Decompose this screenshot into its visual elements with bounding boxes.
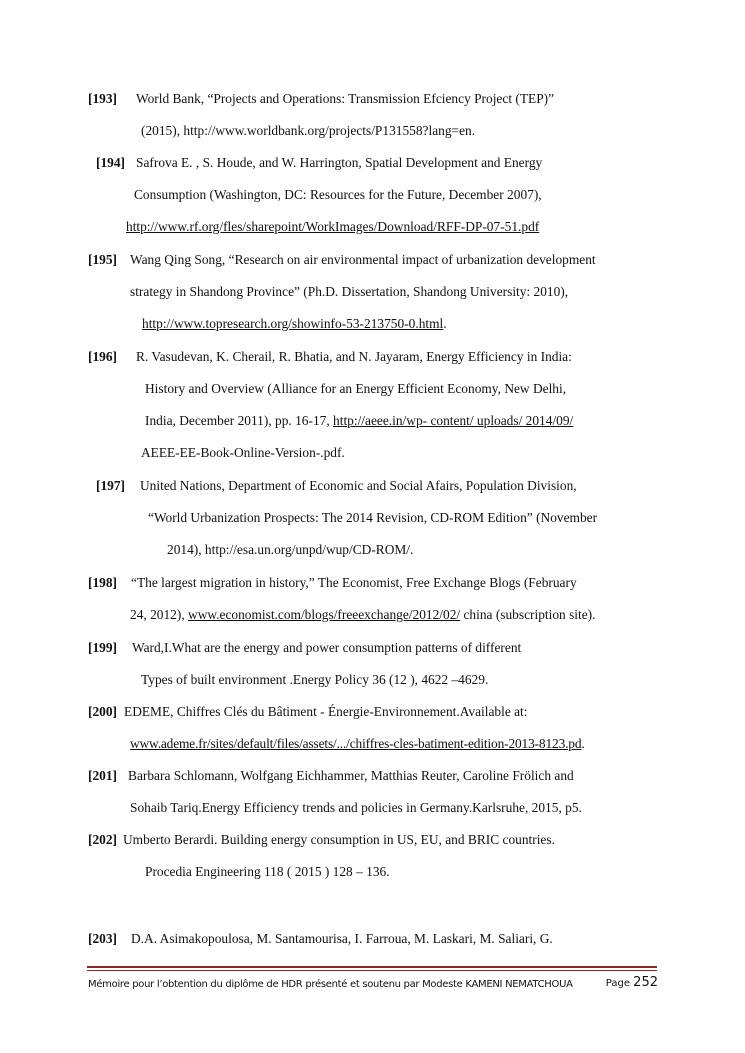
- ref-203-line-1: [88, 930, 553, 948]
- page-number: 252: [633, 975, 658, 990]
- ref-200-line-1: [88, 703, 528, 721]
- ref-number: [200]: [88, 704, 118, 719]
- ref-text: EDEME, Chiffres Clés du Bâtiment - Énergie-Environnement.Available at:: [124, 704, 528, 719]
- ref-text: Safrova E. , S. Houde, and W. Harrington, Spatial Development and Energy: [136, 155, 543, 170]
- ref-text: Barbara Schlomann, Wolfgang Eichhammer, Matthias Reuter, Caroline Frölich and: [128, 768, 574, 783]
- ref-number: [199]: [88, 640, 118, 655]
- ref-200-line-2: [130, 735, 585, 753]
- ref-number: [202]: [88, 832, 118, 847]
- ref-198-line-1: [88, 574, 577, 592]
- ref-text: AEEE-EE-Book-Online-Version-.pdf.: [141, 445, 345, 460]
- footer-divider: [87, 966, 657, 968]
- ref-text: 2014), http://esa.un.org/unpd/wup/CD-ROM/.: [167, 542, 414, 557]
- ref-text: World Bank, “Projects and Operations: Transmission Efciency Project (TEP)”: [136, 91, 555, 106]
- ref-193-line-1: [88, 90, 554, 108]
- ref-text: Types of built environment .Energy Policy 36 (12 ), 4622 –4629.: [141, 672, 489, 687]
- ref-text: 24, 2012),: [130, 607, 189, 622]
- ref-196-line-4: [141, 444, 345, 462]
- ref-text: United Nations, Department of Economic and Social Afairs, Population Division,: [140, 478, 577, 493]
- ref-194-line-2: [134, 186, 542, 204]
- footer-text: Mémoire pour l’obtention du diplôme de HDR présenté et soutenu par Modeste KAMENI NEMATCHOUA: [88, 979, 573, 990]
- ref-text: India, December 2011), pp. 16-17,: [145, 413, 334, 428]
- ref-195-line-3: [142, 315, 447, 333]
- ref-text: History and Overview (Alliance for an Energy Efficient Economy, New Delhi,: [145, 381, 567, 396]
- ref-196-line-3: [145, 412, 573, 430]
- ref-202-line-2: [145, 863, 390, 881]
- ref-text: strategy in Shandong Province” (Ph.D. Dissertation, Shandong University: 2010),: [130, 284, 569, 299]
- ref-text: Sohaib Tariq.Energy Efficiency trends and policies in Germany.Karlsruhe, 2015, p5.: [130, 800, 582, 815]
- ref-text: Umberto Berardi. Building energy consumption in US, EU, and BRIC countries.: [123, 832, 555, 847]
- ref-number: [196]: [88, 349, 118, 364]
- ref-text: Procedia Engineering 118 ( 2015 ) 128 – 136.: [145, 864, 390, 879]
- ref-195-line-1: [88, 251, 596, 269]
- ref-text: D.A. Asimakopoulosa, M. Santamourisa, I. Farroua, M. Laskari, M. Saliari, G.: [131, 931, 553, 946]
- ref-193-line-2: [141, 122, 475, 140]
- ref-text: Ward,I.What are the energy and power consumption patterns of different: [132, 640, 522, 655]
- ref-197-line-3: [167, 541, 413, 559]
- ref-197-line-2: [148, 509, 597, 527]
- page-indicator: [606, 976, 658, 991]
- ref-199-line-1: [88, 639, 521, 657]
- ref-text: .: [581, 736, 585, 751]
- ref-text: .: [443, 316, 447, 331]
- ref-201-line-1: [88, 767, 574, 785]
- ref-text: “World Urbanization Prospects: The 2014 Revision, CD-ROM Edition” (November: [148, 510, 598, 525]
- ref-202-line-1: [88, 831, 555, 849]
- ref-194-line-1: [96, 154, 542, 172]
- ref-link[interactable]: www.economist.com/blogs/freeexchange/2012/02/: [188, 607, 461, 622]
- ref-text: “The largest migration in history,” The Economist, Free Exchange Blogs (February: [131, 575, 577, 590]
- page-label: Page: [605, 978, 630, 989]
- ref-number: [194]: [96, 155, 126, 170]
- ref-201-line-2: [130, 799, 582, 817]
- ref-194-line-3: [126, 218, 539, 236]
- ref-text: Consumption (Washington, DC: Resources for the Future, December 2007),: [134, 187, 542, 202]
- ref-number: [197]: [96, 478, 126, 493]
- ref-text: (2015), http://www.worldbank.org/projects/P131558?lang=en.: [141, 123, 476, 138]
- footer-divider-thin: [87, 970, 657, 971]
- ref-196-line-2: [145, 380, 566, 398]
- ref-number: [193]: [88, 91, 118, 106]
- ref-number: [203]: [88, 931, 118, 946]
- ref-link[interactable]: http://www.topresearch.org/showinfo-53-213750-0.html: [142, 316, 444, 331]
- ref-text: R. Vasudevan, K. Cherail, R. Bhatia, and N. Jayaram, Energy Efficiency in India:: [136, 349, 572, 364]
- ref-link[interactable]: http://www.rf.org/fles/sharepoint/WorkImages/Download/RFF-DP-07-51.pdf: [126, 219, 540, 234]
- ref-197-line-1: [96, 477, 577, 495]
- ref-195-line-2: [130, 283, 568, 301]
- ref-text: china (subscription site).: [460, 607, 596, 622]
- ref-link[interactable]: http://aeee.in/wp- content/ uploads/ 2014/09/: [333, 413, 574, 428]
- ref-text: Wang Qing Song, “Research on air environmental impact of urbanization development: [130, 252, 596, 267]
- ref-196-line-1: [88, 348, 572, 366]
- ref-199-line-2: [141, 671, 488, 689]
- ref-number: [198]: [88, 575, 118, 590]
- ref-number: [201]: [88, 768, 118, 783]
- ref-link[interactable]: www.ademe.fr/sites/default/files/assets/.../chiffres-cles-batiment-edition-2013-8123.pd: [130, 736, 582, 751]
- ref-number: [195]: [88, 252, 118, 267]
- ref-198-line-2: [130, 606, 596, 624]
